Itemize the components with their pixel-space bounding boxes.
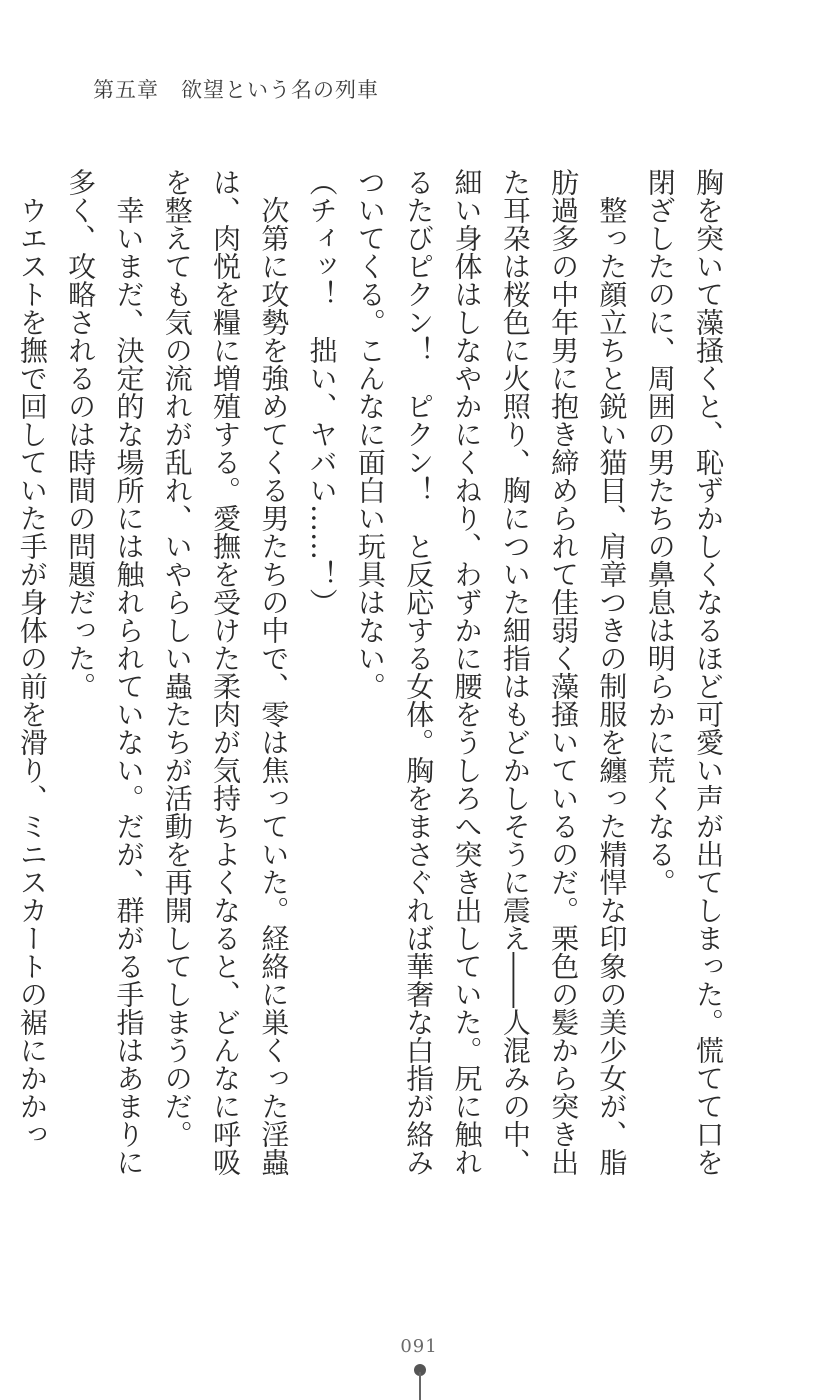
- paragraph-1: 胸を突いて藻掻くと、恥ずかしくなるほど可愛い声が出てしまった。慌てて口を閉ざしたのに、周囲の男たちの鼻息は明らかに荒くなる。: [643, 168, 725, 1176]
- paragraph-3-inner-thought: （チィッ！ 拙い、ヤバい……！）: [305, 168, 339, 616]
- running-head-chapter-title: 第五章 欲望という名の列車: [93, 78, 379, 102]
- vertical-body-text: [15, 168, 732, 1188]
- paragraph-2: 整った顔立ちと鋭い猫目、肩章つきの制服を纏った精悍な印象の美少女が、脂肪過多の中年男に抱き締められて佳弱く藻掻いているのだ。栗色の髪から突き出た耳朶は桜色に火照り、胸についた細指はもどかしそうに震え――人混みの中、細い身体はしなやかにくねり、わずかに腰をうしろへ突き出していた。尻に触れるたびピクン！ ピクン！ と反応する女体。胸をまさぐれば華奢な白指が絡みついてくる。こんなに面白い玩具はない。: [353, 168, 629, 1176]
- paragraph-5: 幸いまだ、決定的な場所には触れられていない。だが、群がる手指はあまりに多く、攻略されるのは時間の問題だった。: [64, 168, 146, 1176]
- page-marker-line: [419, 1372, 421, 1400]
- paragraph-4: 次第に攻勢を強めてくる男たちの中で、零は焦っていた。経絡に巣くった淫蟲は、肉悦を糧に増殖する。愛撫を受けた柔肉が気持ちよくなると、どんなに呼吸を整えても気の流れが乱れ、いやらしい蟲たちが活動を再開してしまうのだ。: [160, 168, 291, 1176]
- paragraph-6: ウエストを撫で回していた手が身体の前を滑り、ミニスカートの裾にかかっ: [15, 196, 49, 1148]
- page-number: 091: [400, 1336, 438, 1357]
